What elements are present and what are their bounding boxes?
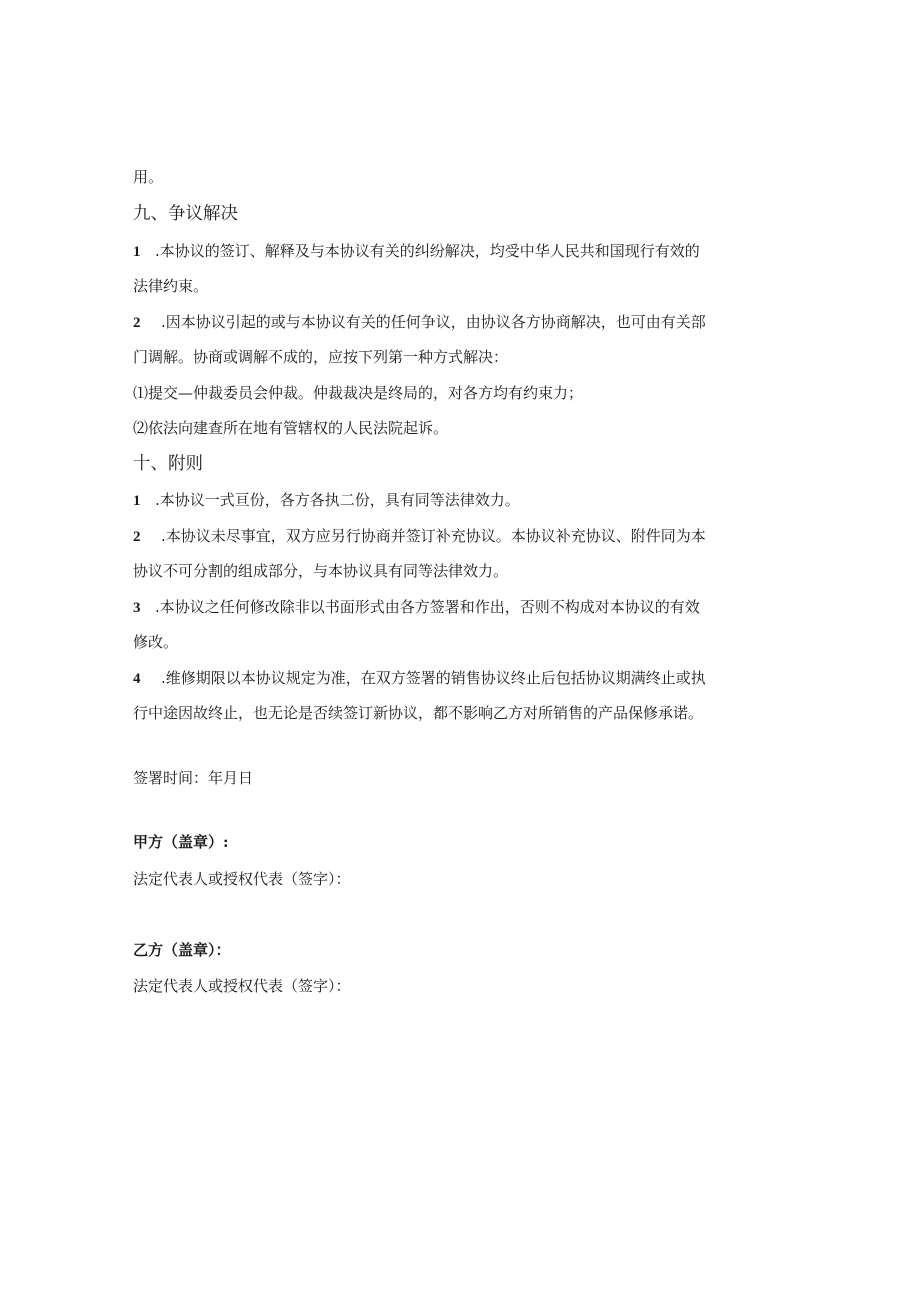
section-10-item-1 — [133, 490, 520, 511]
item-text: .本协议之任何修改除非以书面形式由各方签署和作出，否则不构成对本协议的有效 — [155, 598, 700, 616]
party-a-seal-label: 甲方（盖章）: — [133, 833, 229, 851]
section-9-item-2-cont: 门调解。协商或调解不成的，应按下列第一种方式解决： — [133, 348, 509, 366]
continuation-text: 用。 — [133, 168, 164, 186]
item-number: 1 — [133, 493, 141, 509]
section-10-item-2 — [133, 526, 706, 547]
section-10-item-4-cont: 行中途因故终止，也无论是否续签订新协议，都不影响乙方对所销售的产品保修承诺。 — [133, 704, 704, 722]
section-10-item-2-cont: 协议不可分割的组成部分，与本协议具有同等法律效力。 — [133, 562, 509, 580]
item-text: .本协议一式亘份，各方各执二份，具有同等法律效力。 — [155, 491, 520, 509]
section-10-item-3 — [133, 597, 700, 618]
item-text: .因本协议引起的或与本协议有关的任何争议，由协议各方协商解决，也可由有关部 — [161, 313, 706, 331]
item-text: .本协议未尽事宜，双方应另行协商并签订补充协议。本协议补充协议、附件同为本 — [161, 527, 706, 545]
item-number: 3 — [133, 600, 141, 616]
item-number: 2 — [133, 529, 141, 545]
section-9-heading: 九、争议解决 — [133, 204, 238, 224]
section-9-item-1 — [133, 241, 700, 262]
party-b-seal-label: 乙方（盖章）： — [133, 941, 231, 959]
item-number: 2 — [133, 315, 141, 331]
party-a-representative-label: 法定代表人或授权代表（签字）： — [133, 870, 351, 888]
item-text: .本协议的签订、解释及与本协议有关的纠纷解决，均受中华人民共和国现行有效的 — [155, 242, 700, 260]
section-9-item-2 — [133, 312, 706, 333]
item-text: .维修期限以本协议规定为准，在双方签署的销售协议终止后包括协议期满终止或执 — [161, 669, 706, 687]
dispute-option-2: ⑵依法向建查所在地有管辖权的人民法院起诉。 — [133, 419, 449, 437]
section-10-item-4 — [133, 668, 706, 689]
item-number: 1 — [133, 244, 141, 260]
item-number: 4 — [133, 671, 141, 687]
section-10-heading: 十、附则 — [133, 454, 203, 474]
section-10-item-3-cont: 修改。 — [133, 633, 179, 651]
signing-time: 签署时间：年月日 — [133, 769, 254, 787]
dispute-option-1: ⑴提交—仲裁委员会仲裁。仲裁裁决是终局的，对各方均有约束力； — [133, 384, 584, 402]
section-9-item-1-cont: 法律约束。 — [133, 277, 209, 295]
party-b-representative-label: 法定代表人或授权代表（签字）： — [133, 977, 351, 995]
